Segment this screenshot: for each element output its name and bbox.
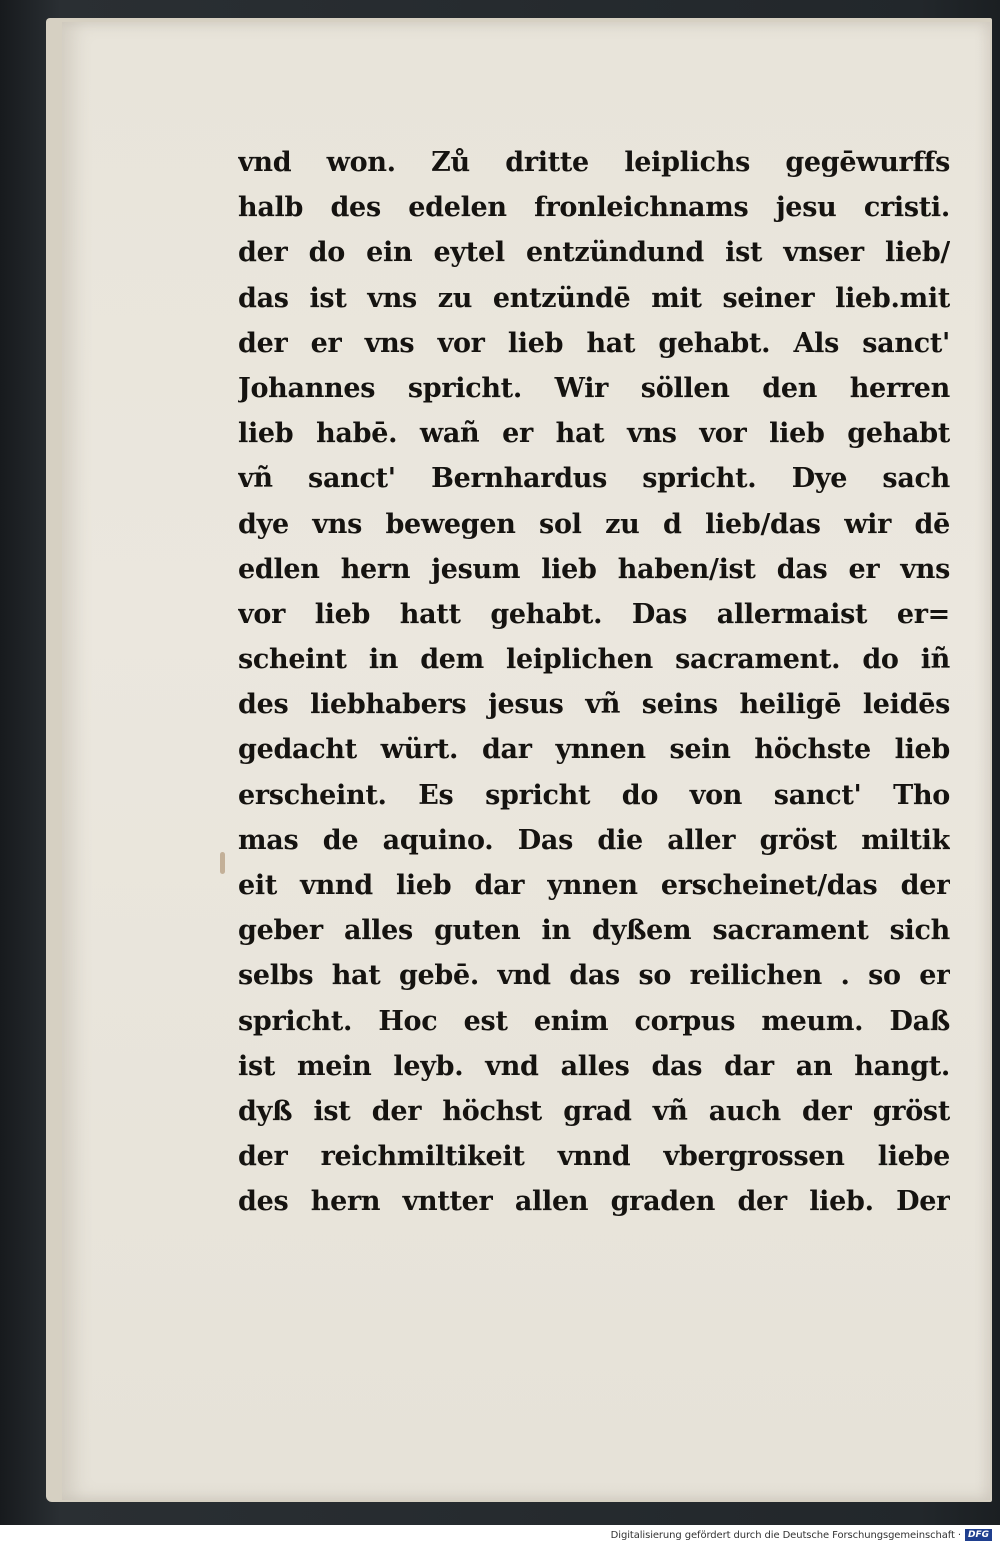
- text-line: ist mein leyb. vnd alles das dar an hangt.: [238, 1050, 950, 1082]
- funding-credit: Digitalisierung gefördert durch die Deutsche Forschungsgemeinschaft ·: [610, 1529, 961, 1541]
- paper-stain: [220, 852, 225, 874]
- footer-bar: [0, 1525, 1000, 1545]
- text-line: das ist vns zu entzündē mit seiner lieb.mit: [238, 282, 950, 314]
- text-line: edlen hern jesum lieb haben/ist das er vns: [238, 553, 950, 585]
- text-line: dye vns bewegen sol zu d lieb/das wir dē: [238, 508, 950, 540]
- text-line: scheint in dem leiplichen sacrament. do iñ: [238, 644, 950, 676]
- text-line: selbs hat gebē. vnd das so reilichen . so er: [238, 960, 950, 992]
- text-line: des liebhabers jesus vñ seins heiligē leidēs: [238, 689, 950, 721]
- text-line: des hern vntter allen graden der lieb. Der: [238, 1186, 950, 1218]
- text-line: vñ sanct' Bernhardus spricht. Dye sach: [238, 463, 950, 495]
- text-line: gedacht würt. dar ynnen sein höchste lieb: [238, 734, 950, 766]
- text-line: der do ein eytel entzündund ist vnser lieb/: [238, 237, 950, 269]
- text-line: mas de aquino. Das die aller gröst miltik: [238, 824, 950, 856]
- text-line: erscheint. Es spricht do von sanct' Tho: [238, 779, 950, 811]
- dfg-logo: DFG: [965, 1529, 992, 1541]
- text-line: vor lieb hatt gehabt. Das allermaist er=: [238, 598, 950, 630]
- text-line: dyß ist der höchst grad vñ auch der gröst: [238, 1095, 950, 1127]
- page-text-block: [238, 140, 950, 1225]
- text-line: geber alles guten in dyßem sacrament sich: [238, 915, 950, 947]
- text-line: vnd won. Zů dritte leiplichs gegēwurffs: [238, 147, 950, 178]
- text-line: halb des edelen fronleichnams jesu cristi.: [238, 192, 950, 224]
- text-line: der er vns vor lieb hat gehabt. Als sanct': [238, 327, 950, 359]
- text-line: spricht. Hoc est enim corpus meum. Daß: [238, 1005, 950, 1037]
- text-line: der reichmiltikeit vnnd vbergrossen liebe: [238, 1141, 950, 1173]
- text-line: Johannes spricht. Wir söllen den herren: [238, 372, 950, 404]
- text-line: eit vnnd lieb dar ynnen erscheinet/das der: [238, 870, 950, 901]
- text-line: lieb habē. wañ er hat vns vor lieb gehabt: [238, 418, 950, 450]
